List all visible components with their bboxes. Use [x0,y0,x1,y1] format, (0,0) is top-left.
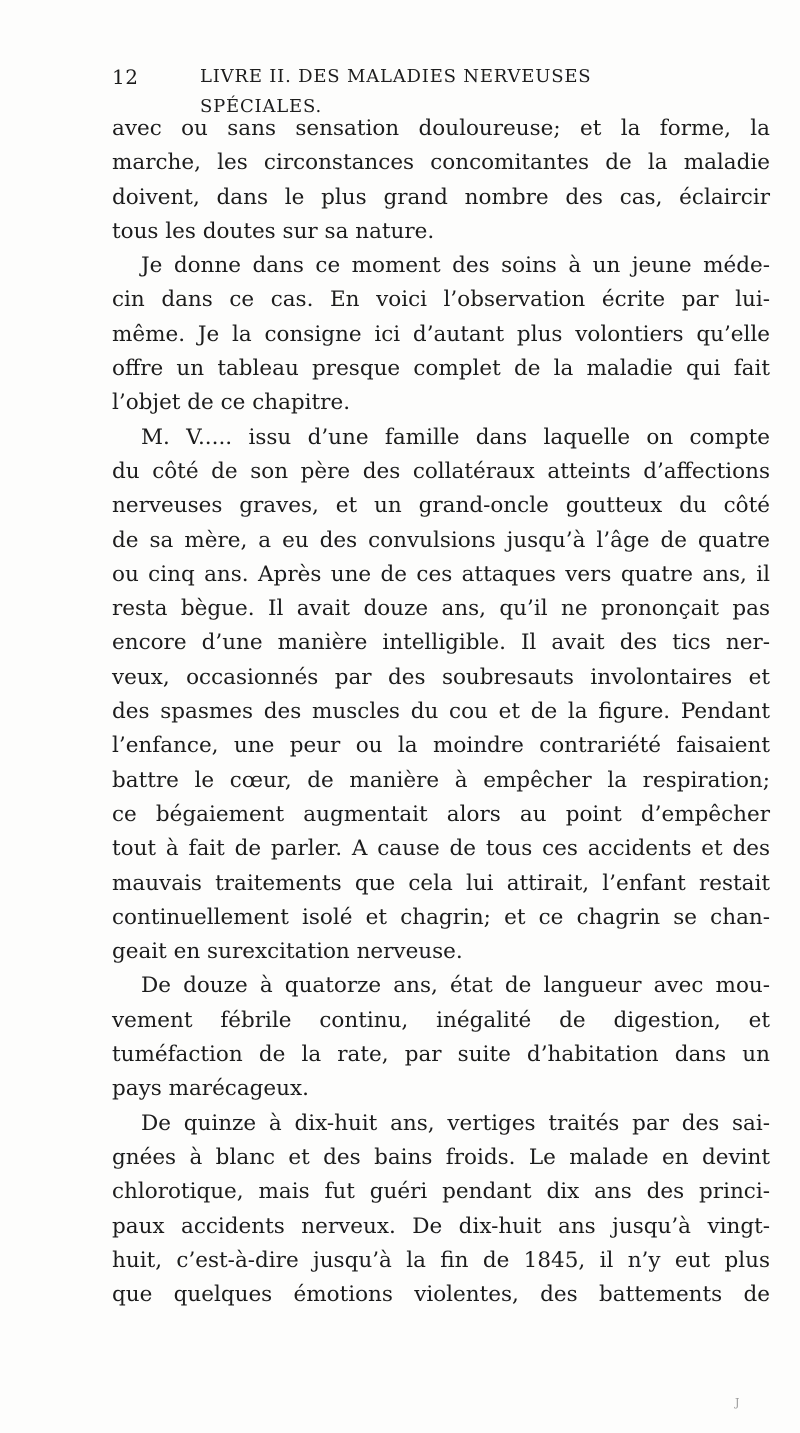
text-line: resta bègue. Il avait douze ans, qu’il ne prononçait pas [112,596,770,622]
page-number: 12 [112,65,139,89]
text-line: encore d’une manière intelligible. Il avait des tics ner- [112,630,770,656]
text-line: l’enfance, une peur ou la moindre contrariété faisaient [112,733,770,759]
text-line: marche, les circonstances concomitantes de la maladie [112,150,770,176]
text-line: l’objet de ce chapitre. [112,390,351,416]
text-line: tuméfaction de la rate, par suite d’habitation dans un [112,1042,770,1068]
text-line: cin dans ce cas. En voici l’observation écrite par lui- [112,287,770,313]
body-text [112,112,770,1312]
text-line: tout à fait de parler. A cause de tous ces accidents et des [112,836,770,862]
text-line: De quinze à dix-huit ans, vertiges traités par des sai- [141,1110,770,1136]
text-line: même. Je la consigne ici d’autant plus volontiers qu’elle [112,321,770,347]
text-line: continuellement isolé et chagrin; et ce chagrin se chan- [112,904,770,930]
text-line: des spasmes des muscles du cou et de la figure. Pendant [112,699,770,725]
text-line: pays marécageux. [112,1076,309,1102]
text-line: chlorotique, mais fut guéri pendant dix ans des princi- [112,1179,770,1205]
text-line: offre un tableau presque complet de la maladie qui fait [112,356,770,382]
text-line: nerveuses graves, et un grand-oncle goutteux du côté [112,493,770,519]
text-line: battre le cœur, de manière à empêcher la respiration; [112,767,770,793]
text-line: doivent, dans le plus grand nombre des cas, éclaircir [112,184,770,210]
text-line: que quelques émotions violentes, des battements de [112,1282,770,1308]
text-line: ce bégaiement augmentait alors au point d’empêcher [112,801,770,827]
running-title: LIVRE II. DES MALADIES NERVEUSES SPÉCIALES. [200,66,592,117]
text-line: vement fébrile continu, inégalité de digestion, et [112,1007,770,1033]
page-mark: J [735,1396,740,1409]
text-line: paux accidents nerveux. De dix-huit ans jusqu’à vingt- [112,1213,770,1239]
text-line: geait en surexcitation nerveuse. [112,939,463,965]
text-line: Je donne dans ce moment des soins à un jeune méde- [141,253,770,279]
text-line: M. V..... issu d’une famille dans laquelle on compte [141,424,770,450]
text-line: ou cinq ans. Après une de ces attaques vers quatre ans, il [112,561,770,587]
text-line: gnées à blanc et des bains froids. Le malade en devint [112,1144,770,1170]
text-line: tous les doutes sur sa nature. [112,218,435,244]
running-head [112,62,682,117]
text-line: avec ou sans sensation douloureuse; et la forme, la [112,116,770,141]
text-line: de sa mère, a eu des convulsions jusqu’à l’âge de quatre [112,527,770,553]
text-line: De douze à quatorze ans, état de langueur avec mou- [141,973,770,999]
text-line: mauvais traitements que cela lui attirait, l’enfant restait [112,870,770,896]
text-line: du côté de son père des collatéraux atteints d’affections [112,458,770,484]
text-line: veux, occasionnés par des soubresauts involontaires et [112,664,770,690]
text-line: huit, c’est-à-dire jusqu’à la fin de 1845, il n’y eut plus [112,1247,770,1273]
